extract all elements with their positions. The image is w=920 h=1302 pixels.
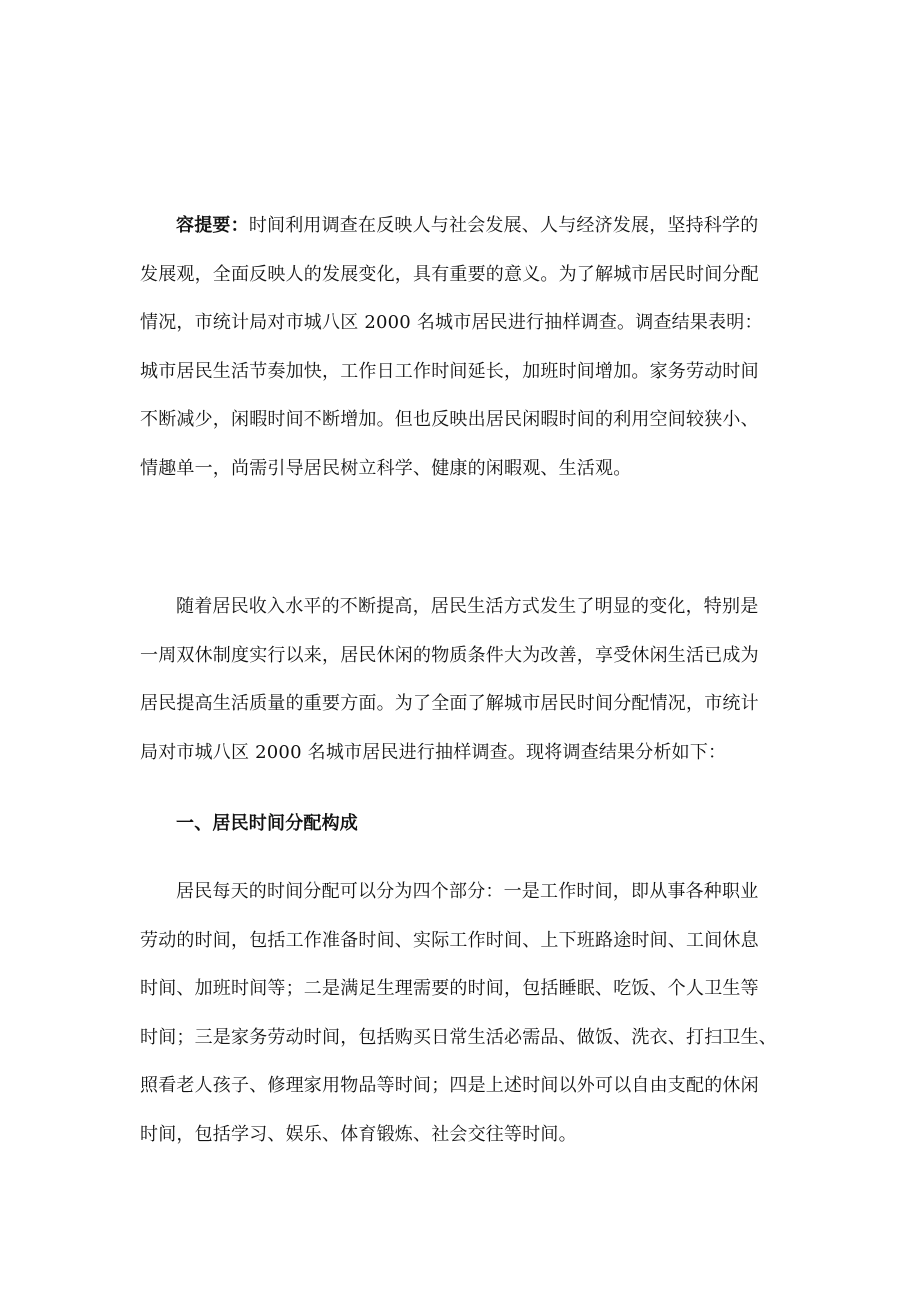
section-1-line-3: 时间、加班时间等；二是满足生理需要的时间，包括睡眠、吃饭、个人卫生等 bbox=[140, 978, 759, 999]
intro-line-2: 一周双休制度实行以来，居民休闲的物质条件大为改善，享受休闲生活已成为 bbox=[140, 644, 759, 666]
abstract-line-4: 城市居民生活节奏加快，工作日工作时间延长，加班时间增加。家务劳动时间 bbox=[140, 360, 759, 382]
intro-line-1: 随着居民收入水平的不断提高，居民生活方式发生了明显的变化，特别是 bbox=[176, 596, 759, 617]
intro-paragraph bbox=[140, 583, 780, 777]
abstract-line-6: 情趣单一，尚需引导居民树立科学、健康的闲暇观、生活观。 bbox=[140, 457, 632, 479]
abstract-line-1-text: 时间利用调查在反映人与社会发展、人与经济发展，坚持科学的 bbox=[248, 215, 759, 236]
abstract-line-3: 情况，市统计局对市城八区 2000 名城市居民进行抽样调查。调查结果表明： bbox=[140, 312, 763, 333]
abstract-paragraph bbox=[140, 202, 780, 493]
intro-line-4: 局对市城八区 2000 名城市居民进行抽样调查。现将调查结果分析如下： bbox=[140, 741, 727, 763]
section-1-heading: 一、居民时间分配构成 bbox=[176, 813, 358, 834]
intro-line-3: 居民提高生活质量的重要方面。为了全面了解城市居民时间分配情况，市统计 bbox=[140, 693, 759, 714]
section-1-line-5: 照看老人孩子、修理家用物品等时间；四是上述时间以外可以自由支配的休闲 bbox=[140, 1075, 759, 1096]
section-1-line-6: 时间，包括学习、娱乐、体育锻炼、社会交往等时间。 bbox=[140, 1123, 577, 1145]
abstract-line-2: 发展观，全面反映人的发展变化，具有重要的意义。为了解城市居民时间分配 bbox=[140, 263, 759, 285]
abstract-line-5: 不断减少，闲暇时间不断增加。但也反映出居民闲暇时间的利用空间较狭小、 bbox=[140, 409, 759, 430]
section-1-paragraph bbox=[140, 868, 780, 1159]
section-1-line-2: 劳动的时间，包括工作准备时间、实际工作时间、上下班路途时间、工间休息 bbox=[140, 929, 759, 951]
section-1-heading-block bbox=[140, 800, 780, 849]
abstract-label: 容提要： bbox=[176, 215, 249, 236]
abstract-line-1 bbox=[140, 202, 780, 251]
section-1-line-1: 居民每天的时间分配可以分为四个部分：一是工作时间，即从事各种职业 bbox=[176, 881, 759, 902]
section-1-line-4: 时间；三是家务劳动时间，包括购买日常生活必需品、做饭、洗衣、打扫卫生、 bbox=[140, 1026, 777, 1048]
